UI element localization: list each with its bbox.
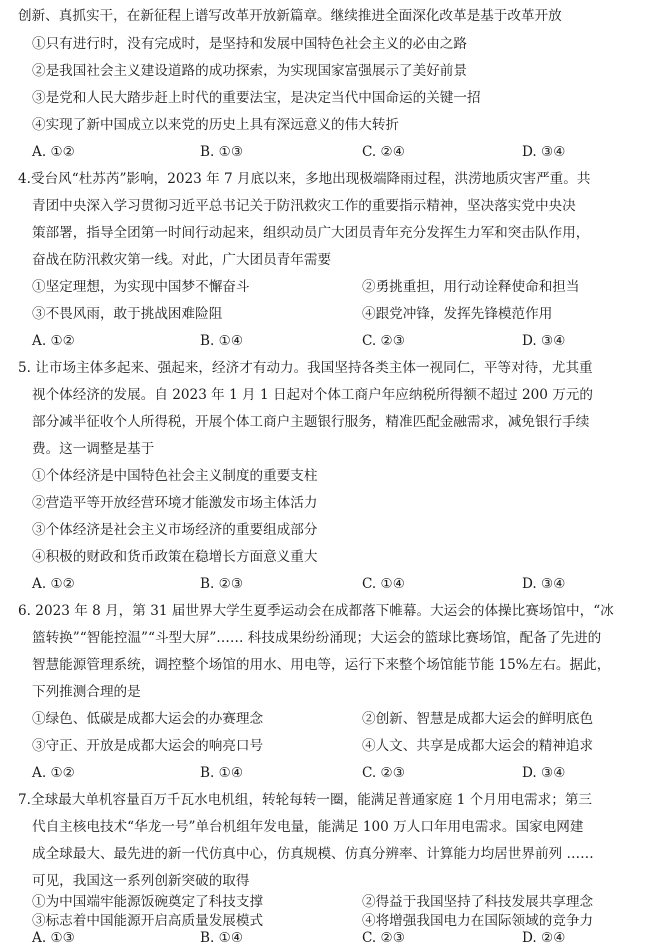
- q5-stem-line-1: 5. 让市场主体多起来、强起来，经济才有动力。我国坚持各类主体一视同仁，平等对待，尤其重: [18, 360, 593, 376]
- q6-statement-1: ①绿色、低碳是成都大运会的办赛理念: [32, 711, 264, 727]
- q6-option-c: C. ②③: [362, 765, 405, 781]
- q5-option-c: C. ①④: [362, 576, 405, 592]
- q7-stem-line-4: 可见，我国这一系列创新突破的取得: [32, 873, 250, 889]
- q7-option-c: C. ②③: [362, 930, 405, 946]
- q5-option-b: B. ②③: [200, 576, 244, 592]
- q5-stem-line-4: 费。这一调整是基于: [32, 441, 155, 457]
- q6-stem-line-2: 篮转换”“智能控温”“斗型大屏”…… 科技成果纷纷涌现；大运会的篮球比赛场馆，配备了先进的: [32, 630, 602, 646]
- q3-option-b: B. ①③: [200, 144, 244, 160]
- q5-stem-line-2: 视个体经济的发展。自 2023 年 1 月 1 日起对个体工商户年应纳税所得额不超过 200 万元的: [32, 387, 593, 403]
- q4-statement-1: ①坚定理想，为实现中国梦不懈奋斗: [32, 279, 250, 295]
- q7-option-a: A. ①③: [32, 930, 75, 946]
- q3-statement-4: ④实现了新中国成立以来党的历史上具有深远意义的伟大转折: [32, 117, 400, 133]
- q6-stem-line-1: 6. 2023 年 8 月，第 31 届世界大学生夏季运动会在成都落下帷幕。大运会的体操比赛场馆中，“冰: [18, 603, 614, 619]
- q5-option-a: A. ①②: [32, 576, 75, 592]
- q4-stem-line-4: 奋战在防汛救灾第一线。对此，广大团员青年需要: [32, 252, 332, 268]
- q4-stem-line-1: 4.受台风“杜苏芮”影响，2023 年 7 月底以来，多地出现极端降雨过程，洪涝地质灾害严重。共: [18, 171, 591, 187]
- q6-statement-4: ④人文、共享是成都大运会的精神追求: [362, 738, 594, 754]
- q6-stem-line-3: 智慧能源管理系统，调控整个场馆的用水、用电等，运行下来整个场馆能节能 15%左右。据此，: [32, 657, 611, 673]
- q7-statement-2: ②得益于我国坚持了科技发展共享理念: [362, 894, 594, 910]
- q4-option-b: B. ①④: [200, 333, 244, 349]
- q3-statement-1: ①只有进行时，没有完成时，是坚持和发展中国特色社会主义的必由之路: [32, 36, 467, 52]
- q7-statement-1: ①为中国端牢能源饭碗奠定了科技支撑: [32, 894, 264, 910]
- q3-option-c: C. ②④: [362, 144, 405, 160]
- q4-statement-4: ④跟党冲锋，发挥先锋模范作用: [362, 306, 553, 322]
- q5-statement-2: ②营造平等开放经营环境才能激发市场主体活力: [32, 495, 318, 511]
- q4-stem-line-3: 策部署，指导全团第一时间行动起来，组织动员广大团员青年充分发挥生力军和突击队作用，: [32, 225, 590, 241]
- q7-option-b: B. ①④: [200, 930, 244, 946]
- q7-stem-line-3: 成全球最大、最先进的新一代仿真中心，仿真规模、仿真分辨率、计算能力均居世界前列 ……: [32, 846, 594, 862]
- q4-option-c: C. ②③: [362, 333, 405, 349]
- q6-stem-line-4: 下列推测合理的是: [32, 684, 141, 700]
- q5-statement-3: ③个体经济是社会主义市场经济的重要组成部分: [32, 522, 318, 538]
- q7-stem-line-1: 7.全球最大单机容量百万千瓦水电机组，转轮每转一圈，能满足普通家庭 1 个月用电需求；第三: [18, 792, 593, 808]
- q6-option-d: D. ③④: [522, 765, 566, 781]
- q6-statement-3: ③守正、开放是成都大运会的响亮口号: [32, 738, 264, 754]
- q4-stem-line-2: 青团中央深入学习贯彻习近平总书记关于防汛救灾工作的重要指示精神，坚决落实党中央决: [32, 198, 576, 214]
- q4-option-a: A. ①②: [32, 333, 75, 349]
- q3-option-d: D. ③④: [522, 144, 566, 160]
- q4-statement-3: ③不畏风雨，敢于挑战困难险阻: [32, 306, 223, 322]
- q7-stem-line-2: 代自主核电技术“华龙一号”单台机组年发电量，能满足 100 万人口年用电需求。国家电网建: [32, 819, 584, 835]
- q7-statement-3: ③标志着中国能源开启高质量发展模式: [32, 913, 264, 929]
- q4-statement-2: ②勇挑重担，用行动诠释使命和担当: [362, 279, 580, 295]
- q3-option-a: A. ①②: [32, 144, 75, 160]
- q7-statement-4: ④将增强我国电力在国际领域的竞争力: [362, 913, 594, 929]
- q6-option-b: B. ①④: [200, 765, 244, 781]
- q3-statement-2: ②是我国社会主义建设道路的成功探索，为实现国家富强展示了美好前景: [32, 63, 467, 79]
- q5-stem-line-3: 部分减半征收个人所得税，开展个体工商户主题银行服务，精准匹配金融需求，减免银行手续: [32, 414, 590, 430]
- q3-statement-3: ③是党和人民大踏步赶上时代的重要法宝，是决定当代中国命运的关键一招: [32, 90, 481, 106]
- q6-statement-2: ②创新、智慧是成都大运会的鲜明底色: [362, 711, 594, 727]
- q6-option-a: A. ①②: [32, 765, 75, 781]
- q5-statement-1: ①个体经济是中国特色社会主义制度的重要支柱: [32, 468, 318, 484]
- q4-option-d: D. ③④: [522, 333, 566, 349]
- q5-option-d: D. ③④: [522, 576, 566, 592]
- q5-statement-4: ④积极的财政和货币政策在稳增长方面意义重大: [32, 549, 318, 565]
- intro-line: 创新、真抓实干，在新征程上谱写改革开放新篇章。继续推进全面深化改革是基于改革开放: [18, 8, 562, 24]
- q7-option-d: D. ②④: [522, 930, 566, 946]
